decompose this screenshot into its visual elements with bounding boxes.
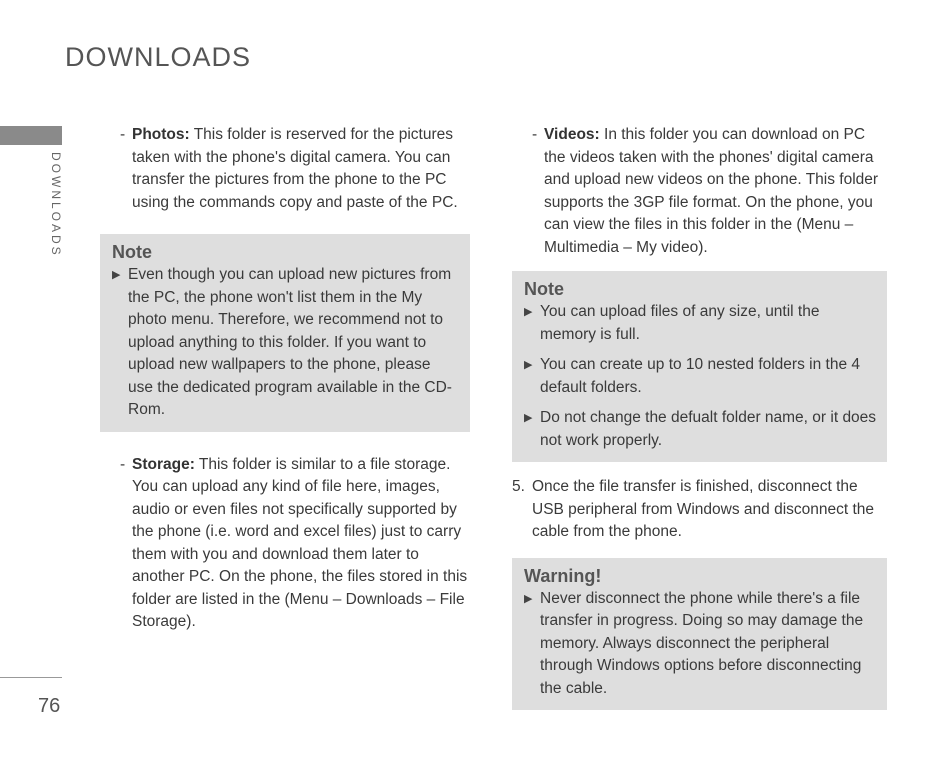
photos-item [120, 124, 470, 214]
note-item-text: Even though you can upload new pictures from the PC, the phone won't list them in the My photo menu. Therefore, we recommend not to upload anything to this folder. If you want to upload new wallpapers to the phone, please use the dedicated program available in the CD-Rom. [128, 266, 452, 418]
step-text: Once the file transfer is finished, disconnect the USB peripheral from Windows and disconnect the cable from the phone. [532, 478, 875, 540]
note-item [524, 301, 877, 346]
photos-text: This folder is reserved for the pictures taken with the phone's digital camera. You can transfer the pictures from the phone to the PC using the commands copy and paste of the PC. [132, 126, 458, 211]
note-item-text: You can create up to 10 nested folders in the 4 default folders. [540, 356, 860, 396]
page-number: 76 [38, 695, 61, 717]
videos-item [532, 124, 887, 259]
bullet-arrow-icon: ▶ [524, 359, 533, 371]
storage-term: Storage: [132, 455, 195, 473]
list-dash: - [532, 126, 538, 143]
note-item-text: Do not change the defualt folder name, or it does not work properly. [540, 409, 877, 449]
warning-box [512, 558, 887, 711]
videos-text: In this folder you can download on PC the videos taken with the phones' digital camera and upload new videos on the phone. This folder supports the 3GP file format. On the phone, you can view the files in this folder in the (Menu – Multimedia – My video). [544, 126, 879, 256]
warning-title: Warning! [524, 565, 602, 586]
list-dash: - [120, 126, 126, 143]
warning-item-text: Never disconnect the phone while there's a file transfer in progress. Doing so may damage the memory. Always disconnect the peripheral through Windows options before disconnecting the cable. [540, 589, 864, 697]
videos-term: Videos: [544, 126, 600, 143]
bullet-arrow-icon: ▶ [524, 306, 533, 318]
note-box [100, 234, 470, 432]
side-tab-bar [0, 126, 62, 145]
footer-rule [0, 677, 62, 678]
page-title: DOWNLOADS [65, 42, 252, 72]
warning-item [524, 588, 877, 701]
note-title: Note [112, 242, 152, 262]
note-item [112, 264, 458, 422]
note-item [524, 407, 877, 452]
left-column [112, 124, 470, 634]
list-dash: - [120, 455, 126, 473]
bullet-arrow-icon: ▶ [524, 592, 533, 605]
note-item-text: You can upload files of any size, until the memory is full. [540, 303, 820, 343]
step-number: 5. [512, 478, 525, 495]
storage-item [120, 454, 470, 634]
storage-text: This folder is similar to a file storage. You can upload any kind of file here, images, audio or even files not specifically supported by the phone (i.e. word and excel files) just to carry them with you and download them later to another PC. On the phone, the files stored in this folder are listed in the (Menu – Downloads – File Storage). [132, 455, 468, 630]
step-5 [512, 476, 887, 544]
bullet-arrow-icon: ▶ [112, 269, 121, 281]
note-box [512, 271, 887, 462]
note-title: Note [524, 279, 564, 299]
bullet-arrow-icon: ▶ [524, 412, 533, 424]
side-section-label: DOWNLOADS [49, 152, 63, 258]
photos-term: Photos: [132, 126, 190, 143]
note-item [524, 354, 877, 399]
right-column [512, 124, 887, 710]
